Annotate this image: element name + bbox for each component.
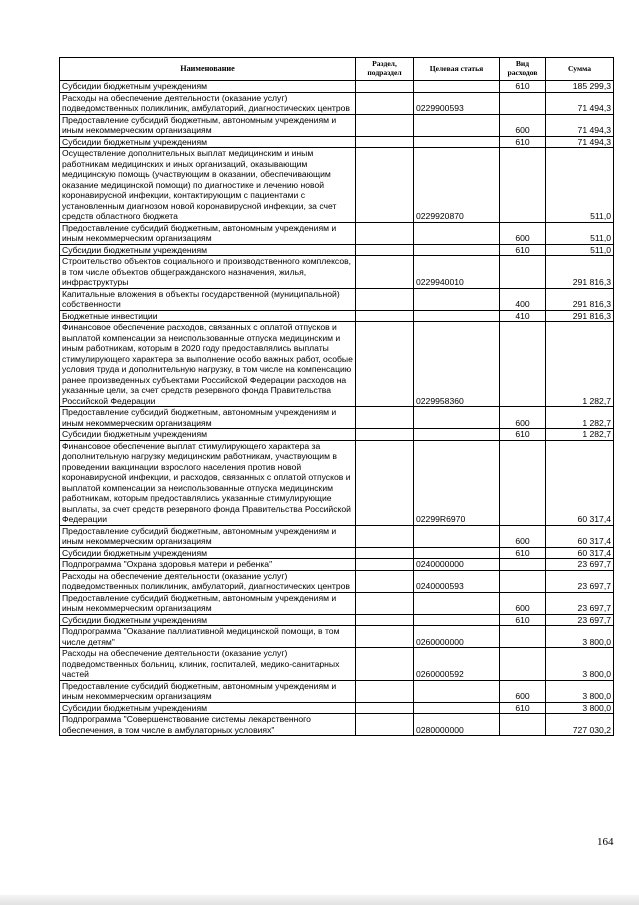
cell-name: Строительство объектов социального и производственного комплексов, в том числе объектов общегражданского назначения, жилья, инфраструктуры <box>60 256 356 289</box>
cell-section <box>356 92 414 114</box>
cell-section <box>356 429 414 441</box>
cell-name: Предоставление субсидий бюджетным, автономным учреждениям и иным некоммерческим организациям <box>60 680 356 702</box>
cell-expense-type: 610 <box>500 702 546 714</box>
cell-expense-type: 600 <box>500 525 546 547</box>
cell-article <box>414 114 500 136</box>
cell-expense-type: 600 <box>500 407 546 429</box>
table-row <box>60 648 614 681</box>
cell-section <box>356 322 414 407</box>
cell-amount: 3 800,0 <box>546 648 614 681</box>
cell-section <box>356 440 414 525</box>
cell-article: 0229958360 <box>414 322 500 407</box>
cell-amount: 71 494,3 <box>546 92 614 114</box>
cell-article <box>414 222 500 244</box>
header-article: Целевая статья <box>414 58 500 81</box>
cell-article: 0229940010 <box>414 256 500 289</box>
cell-name: Подпрограмма "Оказание паллиативной медицинской помощи, в том числе детям" <box>60 626 356 648</box>
table-row <box>60 440 614 525</box>
table-row <box>60 92 614 114</box>
cell-name: Субсидии бюджетным учреждениям <box>60 136 356 148</box>
cell-amount: 60 317,4 <box>546 547 614 559</box>
cell-name: Субсидии бюджетным учреждениям <box>60 547 356 559</box>
cell-name: Предоставление субсидий бюджетным, автономным учреждениям и иным некоммерческим организациям <box>60 525 356 547</box>
cell-name: Предоставление субсидий бюджетным, автономным учреждениям и иным некоммерческим организациям <box>60 222 356 244</box>
table-row <box>60 310 614 322</box>
cell-name: Финансовое обеспечение расходов, связанных с оплатой отпусков и выплатой компенсации за неиспользованные отпуска медицинским и иным работникам, которым в 2020 году предоставлялись выплаты стимулирующего характера за выполнение особо важных работ, особые условия труда и дополнительную нагрузку, в том числе на компенсацию ранее произведенных субъектами Российской Федерации расходов на указанные цели, за счет средств резервного фонда Правительства Российской Федерации <box>60 322 356 407</box>
cell-section <box>356 614 414 626</box>
cell-expense-type <box>500 322 546 407</box>
cell-article <box>414 547 500 559</box>
cell-amount: 1 282,7 <box>546 322 614 407</box>
table-row <box>60 702 614 714</box>
cell-article <box>414 614 500 626</box>
table-body <box>60 81 614 736</box>
table-row <box>60 322 614 407</box>
cell-name: Бюджетные инвестиции <box>60 310 356 322</box>
cell-amount: 291 816,3 <box>546 310 614 322</box>
cell-article: 0229900593 <box>414 92 500 114</box>
table-row <box>60 680 614 702</box>
cell-amount: 71 494,3 <box>546 136 614 148</box>
table-header-row <box>60 58 614 81</box>
cell-amount: 511,0 <box>546 244 614 256</box>
budget-table <box>59 57 614 736</box>
table-row <box>60 136 614 148</box>
cell-article: 0229920870 <box>414 148 500 223</box>
cell-amount: 71 494,3 <box>546 114 614 136</box>
cell-amount: 511,0 <box>546 148 614 223</box>
cell-expense-type <box>500 648 546 681</box>
cell-expense-type: 610 <box>500 244 546 256</box>
cell-article <box>414 525 500 547</box>
header-section: Раздел, подраздел <box>356 58 414 81</box>
cell-name: Осуществление дополнительных выплат медицинским и иным работникам медицинских и иных организаций, оказывающим медицинскую помощь (участвующим в оказании, обеспечивающим оказание медицинской помощи) по диагностике и лечению новой коронавирусной инфекции, контактирующим с пациентами с установленным диагнозом новой коронавирусной инфекции, за счет средств областного бюджета <box>60 148 356 223</box>
cell-name: Предоставление субсидий бюджетным, автономным учреждениям и иным некоммерческим организациям <box>60 407 356 429</box>
cell-article <box>414 81 500 93</box>
cell-section <box>356 244 414 256</box>
cell-article <box>414 680 500 702</box>
cell-amount: 23 697,7 <box>546 570 614 592</box>
cell-article: 0260000592 <box>414 648 500 681</box>
table-row <box>60 547 614 559</box>
scan-bottom-edge <box>0 895 639 905</box>
table-row <box>60 148 614 223</box>
cell-amount: 23 697,7 <box>546 614 614 626</box>
cell-expense-type: 600 <box>500 592 546 614</box>
header-amount: Сумма <box>546 58 614 81</box>
cell-name: Расходы на обеспечение деятельности (оказание услуг) подведомственных больниц, клиник, госпиталей, медико-санитарных частей <box>60 648 356 681</box>
cell-article <box>414 429 500 441</box>
cell-article: 0240000000 <box>414 559 500 571</box>
cell-amount: 291 816,3 <box>546 256 614 289</box>
cell-expense-type: 600 <box>500 114 546 136</box>
cell-article: 0260000000 <box>414 626 500 648</box>
budget-sheet <box>59 57 613 736</box>
cell-name: Субсидии бюджетным учреждениям <box>60 81 356 93</box>
cell-amount: 3 800,0 <box>546 680 614 702</box>
cell-amount: 1 282,7 <box>546 429 614 441</box>
table-row <box>60 714 614 736</box>
cell-section <box>356 136 414 148</box>
cell-section <box>356 222 414 244</box>
cell-section <box>356 256 414 289</box>
cell-section <box>356 570 414 592</box>
cell-article <box>414 288 500 310</box>
header-expense-type: Вид расходов <box>500 58 546 81</box>
cell-name: Расходы на обеспечение деятельности (оказание услуг) подведомственных поликлиник, амбулаторий, диагностических центров <box>60 570 356 592</box>
cell-expense-type: 610 <box>500 614 546 626</box>
cell-article <box>414 407 500 429</box>
cell-name: Предоставление субсидий бюджетным, автономным учреждениям и иным некоммерческим организациям <box>60 592 356 614</box>
cell-expense-type: 410 <box>500 310 546 322</box>
cell-section <box>356 407 414 429</box>
cell-section <box>356 310 414 322</box>
cell-name: Субсидии бюджетным учреждениям <box>60 429 356 441</box>
cell-amount: 23 697,7 <box>546 559 614 571</box>
cell-amount: 1 282,7 <box>546 407 614 429</box>
cell-name: Подпрограмма "Охрана здоровья матери и ребенка" <box>60 559 356 571</box>
cell-amount: 727 030,2 <box>546 714 614 736</box>
cell-expense-type <box>500 570 546 592</box>
cell-name: Субсидии бюджетным учреждениям <box>60 244 356 256</box>
cell-section <box>356 680 414 702</box>
cell-article <box>414 244 500 256</box>
cell-expense-type: 600 <box>500 222 546 244</box>
cell-section <box>356 626 414 648</box>
cell-name: Предоставление субсидий бюджетным, автономным учреждениям и иным некоммерческим организациям <box>60 114 356 136</box>
cell-article <box>414 592 500 614</box>
table-row <box>60 626 614 648</box>
cell-article <box>414 310 500 322</box>
cell-article <box>414 702 500 714</box>
cell-section <box>356 714 414 736</box>
cell-name: Субсидии бюджетным учреждениям <box>60 702 356 714</box>
cell-expense-type: 400 <box>500 288 546 310</box>
table-row <box>60 429 614 441</box>
cell-section <box>356 702 414 714</box>
cell-expense-type <box>500 148 546 223</box>
table-row <box>60 81 614 93</box>
header-name: Наименование <box>60 58 356 81</box>
cell-section <box>356 525 414 547</box>
cell-name: Подпрограмма "Совершенствование системы лекарственного обеспечения, в том числе в амбулаторных условиях" <box>60 714 356 736</box>
cell-section <box>356 547 414 559</box>
cell-section <box>356 592 414 614</box>
cell-section <box>356 114 414 136</box>
cell-expense-type: 610 <box>500 429 546 441</box>
cell-amount: 23 697,7 <box>546 592 614 614</box>
table-row <box>60 525 614 547</box>
table-row <box>60 570 614 592</box>
table-row <box>60 288 614 310</box>
cell-amount: 3 800,0 <box>546 702 614 714</box>
table-row <box>60 407 614 429</box>
table-row <box>60 592 614 614</box>
cell-section <box>356 648 414 681</box>
cell-name: Субсидии бюджетным учреждениям <box>60 614 356 626</box>
table-row <box>60 222 614 244</box>
cell-section <box>356 559 414 571</box>
cell-amount: 3 800,0 <box>546 626 614 648</box>
cell-article <box>414 136 500 148</box>
table-row <box>60 256 614 289</box>
cell-section <box>356 148 414 223</box>
table-row <box>60 244 614 256</box>
cell-expense-type: 610 <box>500 136 546 148</box>
cell-expense-type <box>500 626 546 648</box>
cell-section <box>356 81 414 93</box>
cell-expense-type <box>500 256 546 289</box>
cell-amount: 60 317,4 <box>546 525 614 547</box>
table-row <box>60 614 614 626</box>
cell-section <box>356 288 414 310</box>
cell-article: 0280000000 <box>414 714 500 736</box>
cell-amount: 291 816,3 <box>546 288 614 310</box>
cell-expense-type <box>500 92 546 114</box>
cell-amount: 60 317,4 <box>546 440 614 525</box>
cell-name: Финансовое обеспечение выплат стимулирующего характера за дополнительную нагрузку медицинским работникам, участвующим в проведении вакцинации взрослого населения против новой коронавирусной инфекции, и расходов, связанных с оплатой отпусков и выплатой компенсации за неиспользованные отпуска медицинским работникам, которым предоставлялись указанные стимулирующие выплаты, за счет средств резервного фонда Правительства Российской Федерации <box>60 440 356 525</box>
cell-article: 02299R6970 <box>414 440 500 525</box>
cell-article: 0240000593 <box>414 570 500 592</box>
page-number: 164 <box>597 836 614 848</box>
cell-expense-type <box>500 559 546 571</box>
cell-expense-type: 610 <box>500 81 546 93</box>
table-row <box>60 114 614 136</box>
table-row <box>60 559 614 571</box>
cell-expense-type: 610 <box>500 547 546 559</box>
cell-expense-type <box>500 440 546 525</box>
cell-name: Расходы на обеспечение деятельности (оказание услуг) подведомственных поликлиник, амбулаторий, диагностических центров <box>60 92 356 114</box>
cell-amount: 185 299,3 <box>546 81 614 93</box>
cell-expense-type: 600 <box>500 680 546 702</box>
cell-expense-type <box>500 714 546 736</box>
cell-amount: 511,0 <box>546 222 614 244</box>
cell-name: Капитальные вложения в объекты государственной (муниципальной) собственности <box>60 288 356 310</box>
